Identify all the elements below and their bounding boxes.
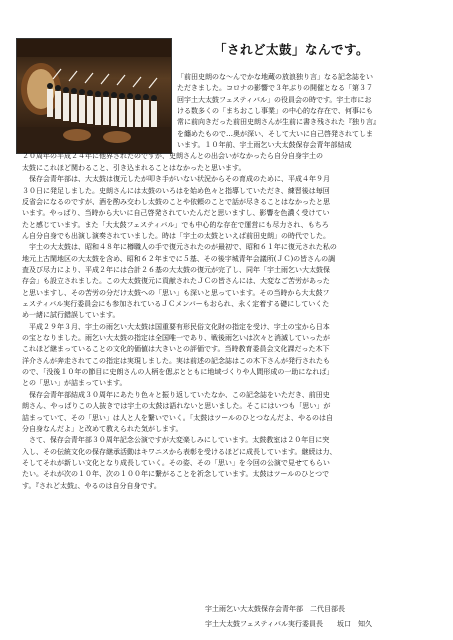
paragraph-line: 常に前向きだった前田史朗さんが生前に書き残された『独り言』 — [177, 118, 380, 127]
paragraph-line: 「前田史朗のな～んでかな地蔵の放浪独り言」なる記念誌をい — [177, 73, 373, 81]
paragraph-line: す。『されど太鼓』、やるのは自分自身です。 — [22, 481, 161, 490]
paragraph-line: ので、「没後１０年の節目に史朗さんの人柄を偲ぶとともに地域づくりや人間形成の一助になれば」 — [22, 368, 334, 377]
paragraph-line: 朗さん、やっぱりこの人抜きでは宇土の太鼓は語れないと思いました。そこにはいつも「思い」が — [22, 402, 331, 411]
signature-line-2: 宇土大太鼓フェスティバル実行委員長 坂口 知久 — [205, 620, 372, 628]
paragraph-line: たい。それが次の１０年、次の１００年に繋がることを祈念しています。太鼓はツールのひとつで — [22, 470, 330, 479]
paragraph-line: たと感じています。また「大太鼓フェスティバル」でも中心的な存在で運営にも尽力され、もちろ — [22, 220, 329, 229]
paragraph-line: と思いますし、その苦労の分だけ太鼓への「思い」も深いと思っています。その当時から大太鼓フ — [22, 288, 330, 297]
paragraph-line: ん自分自身でも出演し演奏されていました。時は「宇土の太鼓といえば前田史朗」の時代でした。 — [22, 231, 330, 240]
paragraph-line: います。１０年前、宇土雨乞い大太鼓保存会青年部結成 — [177, 141, 352, 150]
paragraph-line: 平成２９年３月、宇土の雨乞い大太鼓は国重要有形民俗文化財の指定を受け、宇土の宝から日本 — [22, 322, 330, 331]
taiko-performance-image-icon — [17, 39, 171, 153]
paragraph-line: 太鼓にこれほど関わること、引き込まれることはなかったと思います。 — [22, 163, 246, 172]
paragraph-line: これほど継まっていることの文化的価値は大きいとの評価です。当時教育委員会文化課だった木下 — [22, 345, 330, 354]
signature-line-1: 宇土雨乞い大太鼓保存会青年部 二代目部長 — [205, 605, 345, 613]
paragraph-line: ３０日に発足しました。史朗さんには太鼓のいろはを始め色々と指導していただき、練習後は毎回 — [22, 186, 330, 195]
paragraph-line: 洋介さんが奔走されてこの指定は実現しました。実は前述の記念誌はこの木下さんが発行されたも — [22, 356, 330, 365]
paragraph-line: 保存会青年部結成３０周年にあたり色々と振り返していたなか、この記念誌をいただき、前田史 — [22, 390, 330, 399]
taiko-performance-photo — [16, 38, 172, 154]
paragraph-line: ェスティバル実行委員会にも参加されているＪＣメンバーもおられ、永く定着する礎にしていくた — [22, 300, 330, 308]
paragraph-line: ける数多くの「まちおこし事業」の中心的な存在で、何事にも — [177, 107, 373, 116]
paragraph-line: 宇土の大太鼓は、昭和４８年に樽職人の手で復元されたのが最初で、昭和６１年に復元された私の — [22, 243, 337, 252]
paragraph-line: を纏めたもので…奥が深い、そして大いに自己啓発されてしま — [177, 129, 373, 138]
paragraph-line: そしてそれが新しい文化となり成長していく。その姿、その「思い」を今回の公演で見せてもらい — [22, 458, 330, 467]
paragraph-line: との「思い」が詰まっています。 — [22, 379, 127, 388]
paragraph-line: の宝となりました。雨乞い大太鼓の指定は全国唯一であり、戦後雨乞いは次々と消滅していったが — [22, 334, 330, 343]
paragraph-line: ２０周年の平成２４年に他界されたのですが、史朗さんとの出会いがなかったら自分自身宇土の — [22, 152, 323, 161]
paragraph-line: います。やっぱり、当時から大いに自己啓発されていたんだと思いますし、影響を色濃く受けてい — [22, 209, 330, 218]
paragraph-line: め一緒に試行錯誤しています。 — [22, 311, 120, 320]
paragraph-line: さて、保存会青年部３０周年記念公演ですが大変楽しみにしています。太鼓教室は２０年目に突 — [22, 436, 330, 445]
paragraph-line: 入し、その伝統文化の保存継承活動はキワニスから表彰を受けるほどに成長しています。継続は力、 — [22, 447, 337, 456]
document-title: 「されど太鼓」なんです。 — [214, 42, 370, 57]
paragraph-line: 存会」も設立されました。この大太鼓復元に貢献されたＪＣの皆さんには、大変なご苦労があった — [22, 277, 330, 286]
paragraph-line: 保存会青年部は、大太鼓は復元したが叩き手がいない状況からその育成のために、平成４年９月 — [22, 175, 330, 184]
paragraph-line: 分自身なんだよ」と改めて教えられた気がします。 — [22, 424, 183, 433]
paragraph-line: 回宇土大太鼓フェスティバル」の役員会の時です。宇土市にお — [177, 95, 372, 104]
paragraph-line: 詰まっていて、その「思い」は人と人を繋いでいく。「太鼓はツールのひとつなんだよ、やるのは自 — [22, 413, 333, 422]
paragraph-line: 地元上古閑地区の大太鼓を含め、昭和６２年までに５基、その後宇城青年会議所(ＪＣ)の皆さんの調 — [22, 254, 336, 263]
paragraph-line: ただきました。コロナの影響で３年ぶりの開催となる「第３７ — [177, 84, 373, 93]
paragraph-line: 反省会になるのですが、酒を酌み交わし太鼓のことや依頼のことで話が尽きることはなかったと思 — [22, 197, 330, 206]
paragraph-line: 査及び尽力により、平成２年には合計２６基の大太鼓の復元が完了し、同年「宇土雨乞い大太鼓保 — [22, 265, 330, 274]
